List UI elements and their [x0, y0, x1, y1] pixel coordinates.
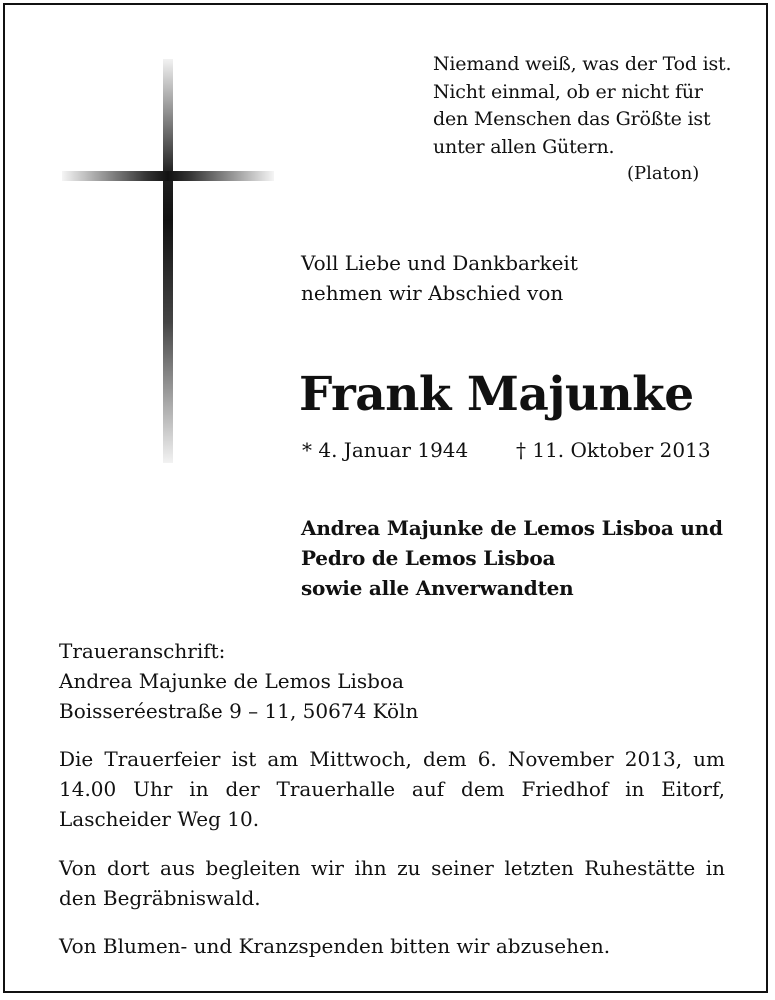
quote-line: den Menschen das Größte ist	[433, 108, 711, 130]
quote-line: unter allen Gütern.	[433, 135, 615, 158]
flowers-paragraph: Von Blumen- und Kranzspenden bitten wir abzusehen.	[59, 934, 611, 958]
intro-line: nehmen wir Abschied von	[301, 281, 564, 305]
funeral-service-paragraph: Die Trauerfeier ist am Mittwoch, dem 6. November 2013, um 14.00 Uhr in der Trauerhalle auf dem Friedhof in Eitorf, Lascheider Weg 10.	[59, 747, 725, 831]
quote-line: Nicht einmal, ob er nicht für	[433, 80, 703, 103]
quote-line: Niemand weiß, was der Tod ist.	[433, 53, 732, 75]
life-dates	[302, 438, 727, 468]
intro-text	[301, 248, 578, 308]
intro-line: Voll Liebe und Dankbarkeit	[301, 251, 578, 275]
family-line: Pedro de Lemos Lisboa	[301, 546, 556, 570]
address-line: Boisseréestraße 9 – 11, 50674 Köln	[59, 699, 419, 723]
family-signatories	[301, 513, 723, 603]
birth-date: * 4. Januar 1944	[302, 438, 469, 462]
family-line: sowie alle Anverwandten	[301, 576, 574, 600]
burial-paragraph: Von dort aus begleiten wir ihn zu seiner letzten Ruhestätte in den Begräbniswald.	[59, 856, 725, 910]
cross-horizontal-beam	[62, 171, 274, 181]
address-line: Traueranschrift:	[59, 639, 226, 663]
quote-author: (Platon)	[627, 163, 700, 184]
family-line: Andrea Majunke de Lemos Lisboa und	[301, 516, 723, 540]
death-date: † 11. Oktober 2013	[516, 438, 711, 462]
obituary-frame	[3, 3, 768, 993]
quote	[433, 51, 733, 161]
mourning-address	[59, 636, 418, 726]
address-line: Andrea Majunke de Lemos Lisboa	[59, 669, 404, 693]
cross-vertical-beam	[163, 59, 173, 463]
cross-icon	[62, 59, 274, 463]
deceased-name: Frank Majunke	[299, 367, 694, 422]
